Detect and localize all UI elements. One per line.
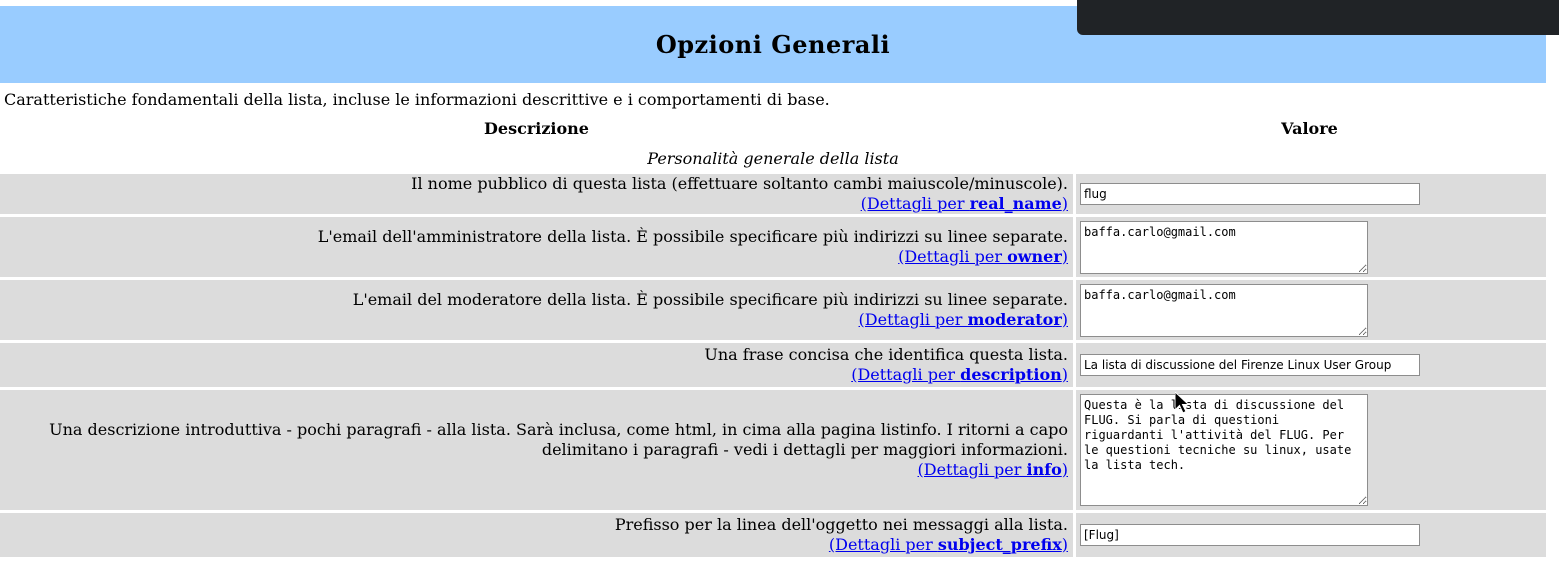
owner-textarea[interactable] [1080, 221, 1368, 274]
details-link-prefix: (Dettagli per [828, 535, 938, 554]
details-link-key: real_name [969, 194, 1062, 213]
option-value-cell [1076, 343, 1546, 387]
details-link-suffix: ) [1061, 194, 1068, 213]
details-link-line [5, 247, 1068, 267]
subject-prefix-input[interactable] [1080, 524, 1420, 546]
real-name-input[interactable] [1080, 183, 1420, 205]
details-link-prefix: (Dettagli per [898, 247, 1008, 266]
details-link-prefix: (Dettagli per [917, 460, 1027, 479]
section-heading: Personalità generale della lista [647, 149, 899, 168]
general-options-page [0, 6, 1546, 560]
details-link-subject-prefix[interactable] [829, 535, 1068, 554]
details-link-line [5, 460, 1068, 480]
details-link-prefix: (Dettagli per [858, 310, 968, 329]
option-value-cell [1076, 174, 1546, 214]
details-link-key: info [1026, 460, 1062, 479]
details-link-suffix: ) [1061, 247, 1068, 266]
option-description [0, 280, 1073, 340]
option-value-cell [1076, 390, 1546, 510]
details-link-suffix: ) [1061, 310, 1068, 329]
option-description [0, 513, 1073, 557]
details-link-owner[interactable] [898, 247, 1068, 266]
option-description-text: delimitano i paragrafi - vedi i dettagli per maggiori informazioni. [541, 440, 1068, 459]
option-description [0, 343, 1073, 387]
option-row-description [0, 343, 1546, 387]
details-link-real-name[interactable] [861, 194, 1068, 213]
details-link-key: owner [1007, 247, 1062, 266]
option-row-subject-prefix [0, 513, 1546, 557]
option-description [0, 217, 1073, 277]
moderator-textarea[interactable] [1080, 284, 1368, 337]
details-link-key: subject_prefix [937, 535, 1062, 554]
option-value-cell [1076, 280, 1546, 340]
details-link-key: description [960, 365, 1062, 384]
intro-text: Caratteristiche fondamentali della lista, incluse le informazioni descrittive e i comportamenti di base. [4, 90, 830, 109]
details-link-key: moderator [967, 310, 1062, 329]
option-description-text: Una frase concisa che identifica questa lista. [704, 345, 1068, 364]
column-header-value: Valore [1281, 119, 1338, 138]
option-description-text: Prefisso per la linea dell'oggetto nei messaggi alla lista. [614, 515, 1068, 534]
details-link-info[interactable] [918, 460, 1068, 479]
option-description-text: L'email dell'amministratore della lista. È possibile specificare più indirizzi su linee separate. [317, 227, 1068, 246]
details-link-suffix: ) [1061, 460, 1068, 479]
details-link-suffix: ) [1061, 365, 1068, 384]
details-link-moderator[interactable] [859, 310, 1068, 329]
description-input[interactable] [1080, 354, 1420, 376]
option-description-text: Una descrizione introduttiva - pochi paragrafi - alla lista. Sarà inclusa, come html, in cima alla pagina listinfo. I ritorni a capo [49, 420, 1068, 439]
option-value-cell [1076, 217, 1546, 277]
details-link-line [5, 194, 1068, 214]
option-description-text: Il nome pubblico di questa lista (effettuare soltanto cambi maiuscole/minuscole). [411, 174, 1068, 193]
options-table [0, 174, 1546, 557]
details-link-suffix: ) [1061, 535, 1068, 554]
option-description [0, 390, 1073, 510]
details-link-line [5, 310, 1068, 330]
option-description-text: L'email del moderatore della lista. È possibile specificare più indirizzi su linee separate. [352, 290, 1068, 309]
info-textarea[interactable] [1080, 394, 1368, 506]
details-link-line [5, 535, 1068, 555]
column-header-description: Descrizione [484, 119, 589, 138]
details-link-line [5, 365, 1068, 385]
option-description [0, 174, 1073, 214]
column-headers [0, 113, 1546, 144]
details-link-prefix: (Dettagli per [860, 194, 970, 213]
option-row-info [0, 390, 1546, 510]
option-row-owner [0, 217, 1546, 277]
option-value-cell [1076, 513, 1546, 557]
option-row-moderator [0, 280, 1546, 340]
page-title: Opzioni Generali [655, 30, 891, 59]
top-overlay-bar [1077, 0, 1559, 35]
option-row-real-name [0, 174, 1546, 214]
details-link-prefix: (Dettagli per [851, 365, 961, 384]
details-link-description[interactable] [851, 365, 1068, 384]
